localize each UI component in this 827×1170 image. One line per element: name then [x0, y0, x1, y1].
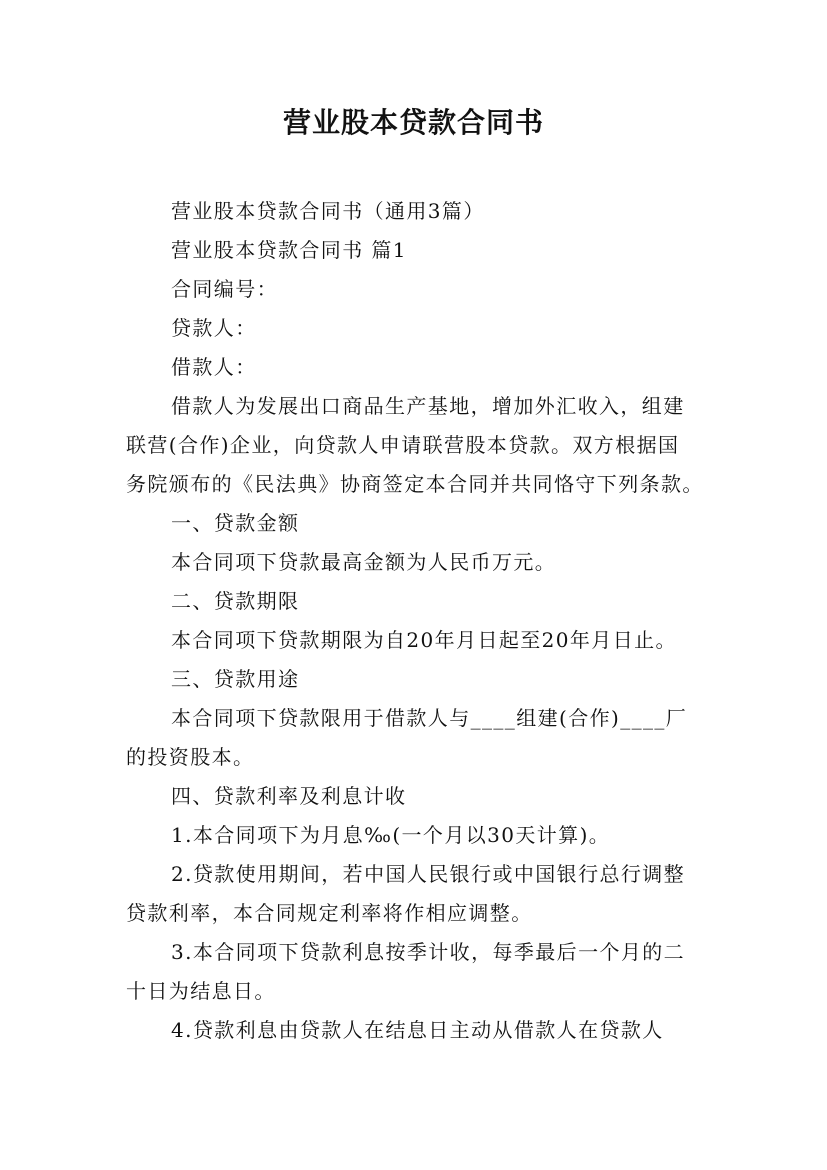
paragraph-line: 的投资股本。: [126, 745, 255, 769]
paragraph-line: 十日为结息日。: [126, 979, 276, 1003]
paragraph-line: 务院颁布的《民法典》协商签定本合同并共同恪守下列条款。: [126, 472, 704, 496]
paragraph-line: 4.贷款利息由贷款人在结息日主动从借款人在贷款人: [171, 1018, 664, 1042]
lender-label: 贷款人：: [171, 316, 257, 340]
clause-heading: 二、贷款期限: [171, 589, 300, 613]
paragraph-line: 本合同项下贷款限用于借款人与____组建(合作)____厂: [171, 706, 688, 730]
borrower-label: 借款人：: [171, 355, 257, 379]
clause-heading: 四、贷款利率及利息计收: [171, 784, 407, 808]
paragraph-line: 借款人为发展出口商品生产基地，增加外汇收入，组建: [171, 394, 685, 418]
clause-heading: 三、贷款用途: [171, 667, 300, 691]
paragraph-line: 本合同项下贷款期限为自20年月日起至20年月日止。: [171, 628, 677, 652]
paragraph-line: 2.贷款使用期间，若中国人民银行或中国银行总行调整: [171, 862, 686, 886]
paragraph-line: 本合同项下贷款最高金额为人民币万元。: [171, 550, 557, 574]
subtitle-line: 营业股本贷款合同书（通用3篇）: [171, 199, 485, 223]
paragraph-line: 1.本合同项下为月息‰(一个月以30天计算)。: [171, 823, 611, 847]
clause-heading: 一、贷款金额: [171, 511, 300, 535]
section-heading: 营业股本贷款合同书 篇1: [171, 238, 407, 262]
paragraph-line: 3.本合同项下贷款利息按季计收，每季最后一个月的二: [171, 940, 686, 964]
paragraph-line: 联营(合作)企业，向贷款人申请联营股本贷款。双方根据国: [126, 433, 680, 457]
paragraph-line: 贷款利率，本合同规定利率将作相应调整。: [126, 901, 533, 925]
contract-number-label: 合同编号：: [171, 277, 278, 301]
document-title: 营业股本贷款合同书: [282, 106, 544, 139]
